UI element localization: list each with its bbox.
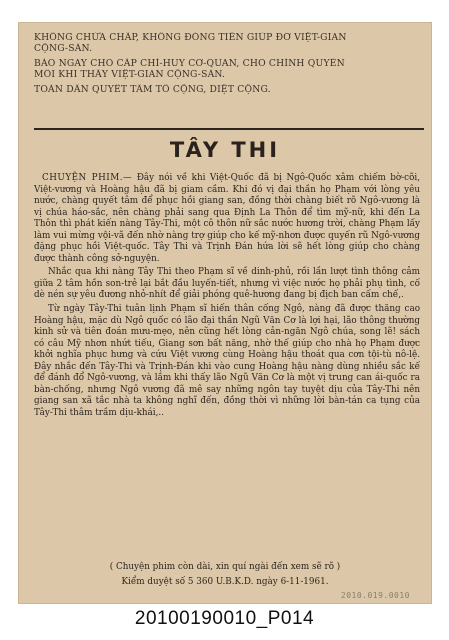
paragraph-2: Nhắc qua khi nàng Tây Thi theo Phạm sĩ về dinh-phủ, rồi lần lượt tình thông cảm giữa 2 tâm hồn son-trẻ lại bắt đầu luyến-tiết, nhưng vì việc nước họ phải phụ tình, cố dè nén sự yêu đương nhỏ-nhít để giải phóng quê-hương đang bị địch ban cấm chế,. [34, 267, 420, 301]
slogan-2-line-1: BÁO NGAY CHO CẤP CHỈ-HUY CƠ-QUAN, CHO CHÍNH QUYỀN [34, 57, 345, 69]
slogan-1 [34, 32, 420, 55]
image-caption: 20100190010_P014 [134, 608, 315, 629]
slogan-1-line-2: CỘNG-SẢN. [34, 43, 93, 55]
divider-rule [34, 128, 424, 130]
page-title: TÂY THI [169, 138, 281, 162]
censorship-line: Kiểm duyệt số 5 360 U.B.K.D. ngày 6-11-1961. [121, 577, 329, 587]
synopsis-lead: CHUYỆN PHIM.— [42, 173, 133, 183]
paragraph-3: Từ ngày Tây-Thi tuân lịnh Phạm sĩ hiến thân cống Ngô, nàng đã được thăng cao Hoàng hậu, mặc dù Ngô quốc có lão đại thần Ngũ Văn Cơ là lợi hại, lão thông thường kinh sử và tiên đoán mưu-mẹo, nên cũng hết lòng cản-ngăn Ngô chúa, song lẽ! sách có câu Mỹ nhơn nhứt tiếu, Giang sơn bất năng, nhờ thế giúp cho nhà họ Phạm được khởi nghĩa phục hưng và cứu Việt vương cùng Hoàng hậu thoát qua cơn tội-tù nô-lệ. Đây nhắc đến Tây-Thi và Trịnh-Đán khi vào cung Hoàng hậu nàng dùng nhiều sắc kế để đánh đổ Ngô-vương, và lắm khi thấy lão Ngũ Văn Cơ là một vị trung can ái-quốc ra bàn-chống, nhưng Ngô vương đã mê say những ngôn tay tuyệt dịu của Tây-Thi nên giang san xã tắc nhà ta không nghĩ đến, đồng thời vì những lời bàn-tán ca tụng của Tây-Thi thâm trầm dịu-khái,.. [34, 304, 420, 418]
slogan-3-line-1: TOÀN DÂN QUYẾT TÂM TỐ CỘNG, DIỆT CỘNG. [34, 83, 271, 95]
slogan-1-line-1: KHÔNG CHỨA CHẤP, KHÔNG ĐÓNG TIỀN GIÚP ĐỠ VIỆT-GIAN [34, 32, 347, 43]
paragraph-1-text: Đây nói về khi Việt-Quốc đã bị Ngô-Quốc xâm chiếm bờ-cõi, Việt-vương và Hoàng hậu đã bị giam cầm. Khi đó vị đại thần họ Phạm với lòng yêu nước, chàng quyết tâm để phục hồi giang san, đồng thời chàng biết rõ Ngô-vương là vị chúa háo-sắc, nên chàng phải sang qua Định La Thôn để tìm mỹ-nữ, khi đến La Thôn thì phát kiến nàng Tây-Thi, một cô thôn nữ sắc nước hương trời, chàng Phạm lấy làm vui mừng vội-vã đến nhờ nàng trợ giúp cho kế mỹ-nhơn được quyến rũ Ngô-vương đặng phục hồi Việt-quốc. Tây Thi và Trịnh Đán hứa lời sẽ hết lòng giúp cho chàng được thành công sở-nguyện. [34, 173, 420, 264]
slogan-2 [34, 58, 420, 81]
continuation-note: ( Chuyện phim còn dài, xin quí ngài đến xem sẽ rõ ) [109, 562, 341, 572]
leaflet-paper [18, 22, 432, 604]
handwritten-accession-code: 2010.019.0010 [340, 591, 410, 600]
slogan-2-line-2: MỖI KHI THẤY VIỆT-GIAN CỘNG-SẢN. [34, 69, 226, 81]
paragraph-1 [34, 173, 420, 265]
synopsis-text [34, 173, 420, 421]
slogan-block-group [34, 32, 420, 98]
slogan-3 [34, 84, 420, 95]
